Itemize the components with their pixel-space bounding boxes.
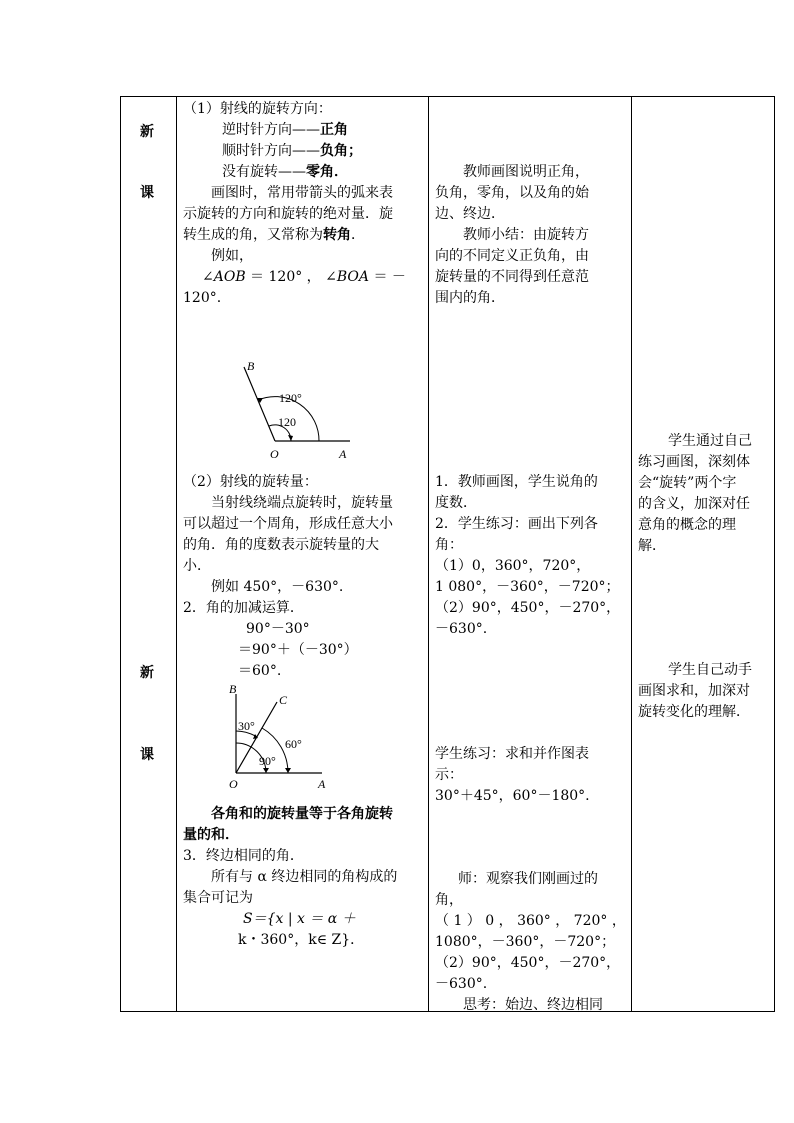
column-divider: [176, 97, 177, 1011]
text-line: （1）射线的旋转方向：: [183, 101, 332, 117]
ray-ob: [244, 367, 275, 441]
arc-arrowhead: [263, 768, 269, 773]
text-line: 顺时针方向——负角；: [222, 143, 362, 159]
text-line: 围内的角．: [435, 290, 505, 306]
text-line: 示：: [435, 767, 463, 783]
text-line: 意角的概念的理: [638, 517, 736, 533]
text-line: －630°.: [435, 976, 488, 992]
label-60: 60°: [285, 737, 302, 751]
text-line: 画图求和，加深对: [638, 683, 750, 699]
label-a: A: [318, 777, 326, 791]
text-line: 集合可记为: [183, 890, 253, 906]
text-line: 2．角的加减运算．: [183, 600, 304, 616]
text-line: 旋转量的不同得到任意范: [435, 269, 589, 285]
text-line: 教师画图说明正角，: [463, 164, 589, 180]
text-line: 量的和．: [183, 827, 239, 843]
text-line: 2．学生练习：画出下列各: [435, 516, 598, 532]
text-line: 旋转变化的理解．: [638, 704, 750, 720]
angle-figure-1: [230, 355, 360, 465]
text-line: 会“旋转”两个字: [638, 475, 737, 491]
text-line: （2）射线的旋转量：: [183, 474, 318, 490]
text-line: 教师小结：由旋转方: [463, 227, 589, 243]
text-line: 1 080°，－360°，－720°；: [435, 579, 620, 595]
side-label: 课: [140, 747, 154, 763]
text-line: 练习画图，深刻体: [638, 454, 750, 470]
text-line: 的含义，加深对任: [638, 496, 750, 512]
text-line: ＝60°.: [238, 663, 282, 679]
text-line: 所有与 α 终边相同的角构成的: [211, 869, 398, 885]
text-line: （ 1 ） 0 ， 360° ， 720° ，: [435, 913, 626, 929]
text-line: k・360°，k∈ Z}．: [238, 932, 365, 948]
label-120-outer: 120°: [279, 391, 302, 405]
label-30: 30°: [238, 719, 255, 733]
text-line: 角：: [435, 537, 463, 553]
text-line: 角，: [435, 892, 463, 908]
label-90: 90°: [259, 754, 276, 768]
text-line: 度数．: [435, 495, 477, 511]
side-label: 课: [140, 185, 154, 201]
text-line: 没有旋转——零角．: [222, 164, 348, 180]
arc-arrowhead: [285, 768, 291, 773]
text-line: 向的不同定义正负角，由: [435, 248, 589, 264]
text-line: 示旋转的方向和旋转的绝对量．旋: [183, 206, 393, 222]
side-label: 新: [140, 124, 154, 140]
text-line: ＝90°＋（－30°）: [238, 642, 358, 658]
label-b: B: [229, 682, 237, 696]
text-line: 可以超过一个周角，形成任意大小: [183, 516, 393, 532]
text-line: 的角．角的度数表示旋转量的大: [183, 537, 379, 553]
text-line: 负角，零角，以及角的始: [435, 185, 589, 201]
label-o: O: [270, 447, 279, 461]
text-line: 3．终边相同的角．: [183, 848, 304, 864]
text-line: 师：观察我们刚画过的: [458, 871, 598, 887]
angle-figure-2: [225, 680, 335, 792]
label-c: C: [279, 693, 288, 707]
text-line: 解．: [638, 538, 666, 554]
label-a: A: [339, 447, 347, 461]
text-line: 转生成的角，又常称为转角．: [183, 227, 365, 243]
text-line: 90°－30°: [246, 621, 310, 637]
text-line: 边、终边．: [435, 206, 505, 222]
text-line: （2）90°，450°，－270°，: [435, 600, 621, 616]
text-line: 小．: [183, 558, 211, 574]
text-line: 例如，: [211, 248, 253, 264]
text-line: 思考：始边、终边相同: [463, 997, 603, 1013]
side-label: 新: [140, 665, 154, 681]
text-line: 120°.: [183, 290, 222, 306]
text-line: 各角和的旋转量等于各角旋转: [211, 806, 393, 822]
text-line: 例如 450°，－630°.: [211, 579, 344, 595]
text-line: 学生练习：求和并作图表: [435, 746, 589, 762]
text-line: 学生自己动手: [668, 662, 752, 678]
text-line: 学生通过自己: [668, 433, 752, 449]
text-line: 1080°，－360°，－720°；: [435, 934, 616, 950]
text-line: 1．教师画图，学生说角的: [435, 474, 598, 490]
text-line: 30°＋45°，60°－180°.: [435, 788, 590, 804]
text-line: （2）90°，450°，－270°，: [435, 955, 621, 971]
label-120-inner: 120: [278, 415, 296, 429]
label-b: B: [247, 359, 255, 373]
text-line: 逆时针方向——正角: [222, 122, 348, 138]
text-line: S＝{x | x ＝ α ＋: [243, 911, 356, 927]
column-divider: [428, 97, 429, 1011]
text-line: 当射线绕端点旋转时，旋转量: [211, 495, 393, 511]
text-line: （1）0，360°，720°，: [435, 558, 591, 574]
text-line: 画图时，常用带箭头的弧来表: [211, 185, 393, 201]
text-line: ∠AOB ＝ 120° ， ∠BOA ＝ －: [202, 269, 406, 285]
column-divider: [631, 97, 632, 1011]
text-line: －630°.: [435, 621, 488, 637]
label-o: O: [229, 777, 238, 791]
